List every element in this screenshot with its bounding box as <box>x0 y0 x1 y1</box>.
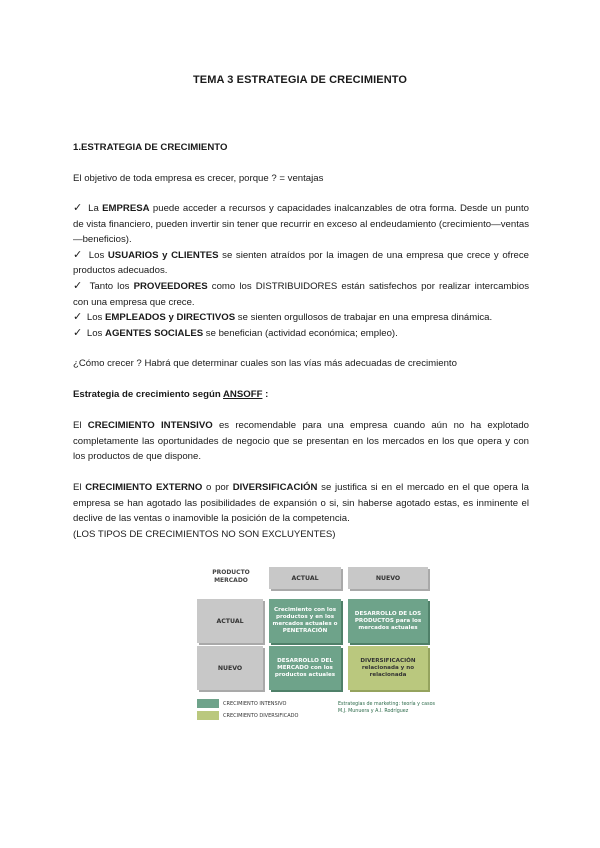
cell-product-development: DESARROLLO DE LOS PRODUCTOS para los mercados actuales <box>348 599 428 643</box>
ansoff-heading: Estrategia de crecimiento según ANSOFF : <box>73 389 269 400</box>
column-header-actual: ACTUAL <box>269 567 341 589</box>
section-heading: 1.ESTRATEGIA DE CRECIMIENTO <box>73 142 228 153</box>
check-icon: ✓ <box>73 326 83 339</box>
objective-line: El objetivo de toda empresa es crecer, porque ? = ventajas <box>73 173 324 184</box>
question-line: ¿Cómo crecer ? Habrá que determinar cuales son las vías más adecuadas de crecimiento <box>73 358 457 369</box>
check-icon: ✓ <box>73 248 84 261</box>
legend-swatch-diversified <box>197 711 219 720</box>
benefit-item: ✓ Los AGENTES SOCIALES se benefician (actividad económica; empleo). <box>73 326 398 339</box>
figure-source-authors: M.J. Munuera y A.I. Rodríguez <box>338 709 409 714</box>
cell-diversification: DIVERSIFICACIÓN relacionada y no relacionada <box>348 646 428 690</box>
legend-label-intensive: CRECIMIENTO INTENSIVO <box>223 701 287 707</box>
check-icon: ✓ <box>73 202 83 214</box>
benefit-item: ✓ Tanto los PROVEEDORES como los DISTRIBUIDORES están satisfechos por realizar intercambios con una empresa que crece. <box>73 279 529 308</box>
external-paragraph: El CRECIMIENTO EXTERNO o por DIVERSIFICACIÓN se justifica si en el mercado en el que opera la empresa se han agotado las posibilidades de expansión o si, sin haberse agotado estas, es inminente el declive de las ventas o inamovible la posición de la competencia. <box>73 482 529 525</box>
cell-market-development: DESARROLLO DEL MERCADO con los productos actuales <box>269 646 341 690</box>
note-line: (LOS TIPOS DE CRECIMIENTOS NO SON EXCLUYENTES) <box>73 529 336 540</box>
benefit-item: ✓ Los USUARIOS y CLIENTES se sienten atraídos por la imagen de una empresa que crece y ofrece productos adecuados. <box>73 248 529 277</box>
check-icon: ✓ <box>73 311 83 324</box>
ansoff-link: ANSOFF <box>223 389 263 400</box>
column-header-nuevo: NUEVO <box>348 567 428 589</box>
document-title: TEMA 3 ESTRATEGIA DE CRECIMIENTO <box>192 74 408 86</box>
benefit-item: ✓ Los EMPLEADOS y DIRECTIVOS se sienten orgullosos de trabajar en una empresa dinámica. <box>73 311 493 324</box>
row-header-actual: ACTUAL <box>197 599 263 643</box>
ansoff-matrix <box>197 563 436 723</box>
legend-swatch-intensive <box>197 699 219 708</box>
benefits-list <box>73 201 529 341</box>
legend-label-diversified: CRECIMIENTO DIVERSIFICADO <box>223 713 299 719</box>
figure-source-title: Estrategias de marketing: teoría y casos <box>338 702 436 707</box>
benefit-item: ✓ La EMPRESA puede acceder a recursos y capacidades inalcanzables de otra forma. Desde un punto de vista financiero, pueden invertir sin tener que recurrir en exceso al endeudamiento (crecimiento—ventas—beneficios). <box>73 202 530 246</box>
row-header-nuevo: NUEVO <box>197 646 263 690</box>
matrix-corner-label: PRODUCTO MERCADO <box>212 569 250 584</box>
cell-penetration: Crecimiento con los productos y en los mercados actuales o PENETRACIÓN <box>269 599 341 643</box>
intensive-paragraph: El CRECIMIENTO INTENSIVO es recomendable para una empresa cuando aún no ha explotado completamente las oportunidades de negocio que se presentan en los mercados en los que opera y con los productos de que dispone. <box>73 420 529 463</box>
check-icon: ✓ <box>73 279 84 292</box>
